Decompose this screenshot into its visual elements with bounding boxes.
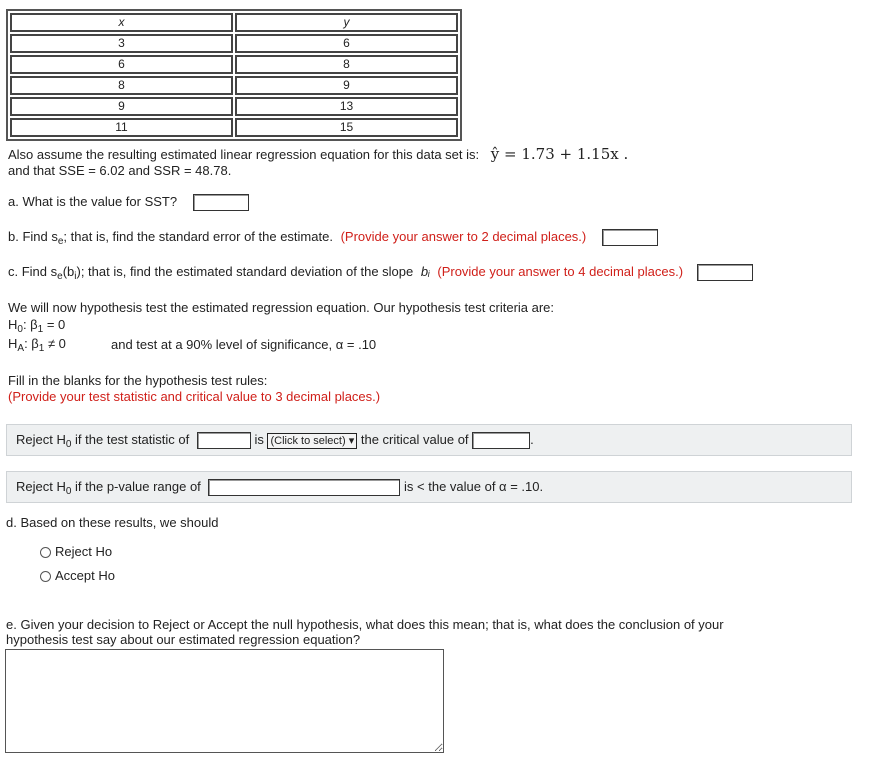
- hypothesis-intro: We will now hypothesis test the estimated regression equation. Our hypothesis test criteria are:: [8, 300, 555, 315]
- table-cell: 9: [10, 97, 233, 116]
- rule-test-statistic: [16, 432, 534, 449]
- table-cell: 6: [235, 34, 458, 53]
- test-statistic-input[interactable]: [197, 432, 251, 449]
- rule2-text: if the p-value range of: [71, 479, 201, 494]
- question-c-note: (Provide your answer to 4 decimal places.): [437, 264, 684, 279]
- h0-value: = 0: [43, 317, 66, 332]
- question-c-text-mid: (b: [62, 264, 75, 279]
- question-a-text: a. What is the value for SST?: [8, 194, 178, 209]
- table-cell: 9: [235, 76, 458, 95]
- p-value-range-input[interactable]: [208, 479, 400, 496]
- table-row: [10, 97, 458, 116]
- data-table: [6, 9, 462, 141]
- question-c-text-post: ); that is, find the estimated standard deviation of the slope: [76, 264, 414, 279]
- option-accept-ho[interactable]: [40, 568, 115, 583]
- ha-label: H: [8, 336, 18, 351]
- table-header-x: x: [10, 13, 233, 32]
- table-header-row: [10, 13, 458, 32]
- rule2-reject: Reject H: [16, 479, 66, 494]
- table-cell: 13: [235, 97, 458, 116]
- h0-sub: 0: [17, 324, 23, 335]
- table-row: [10, 34, 458, 53]
- table-row: [10, 76, 458, 95]
- table-cell: 3: [10, 34, 233, 53]
- question-b-note: (Provide your answer to 2 decimal places.): [340, 229, 587, 244]
- ha-value: ≠ 0: [44, 336, 66, 351]
- table-row: [10, 118, 458, 137]
- radio-icon[interactable]: [40, 571, 51, 582]
- alternative-hypothesis: [8, 336, 66, 354]
- rule-p-value: [16, 479, 543, 496]
- question-c-text: c. Find s: [8, 264, 58, 279]
- question-b-sub: e: [57, 236, 64, 247]
- rule-test-statistic-panel: [6, 424, 852, 456]
- rule1-sub: 0: [65, 439, 72, 450]
- slope-symbol: bᵢ: [420, 264, 430, 279]
- table-row: [10, 55, 458, 74]
- question-c: [8, 264, 753, 281]
- regression-equation: ŷ = 1.73 + 1.15x .: [490, 145, 629, 163]
- chevron-down-icon: ▾: [348, 434, 355, 447]
- option-accept-label: Accept Ho: [55, 568, 115, 583]
- h0-label: H: [8, 317, 18, 332]
- option-reject-label: Reject Ho: [55, 544, 113, 559]
- table-cell: 8: [235, 55, 458, 74]
- h0-beta-sub: 1: [37, 324, 44, 335]
- rules-intro: Fill in the blanks for the hypothesis test rules:: [8, 373, 268, 388]
- question-b: [8, 229, 658, 246]
- h0-beta: : β: [22, 317, 38, 332]
- comparison-select[interactable]: [267, 433, 357, 449]
- ha-sub: A: [17, 343, 25, 354]
- rule1-text: if the test statistic of: [71, 432, 190, 447]
- question-c-sub2: i: [74, 271, 77, 282]
- slope-sd-input[interactable]: [697, 264, 753, 281]
- sst-answer-input[interactable]: [193, 194, 249, 211]
- intro-line-2: and that SSE = 6.02 and SSR = 48.78.: [8, 163, 232, 178]
- intro-line-1: [8, 145, 628, 163]
- rules-note: (Provide your test statistic and critical value to 3 decimal places.): [8, 389, 381, 404]
- question-b-text: b. Find s: [8, 229, 58, 244]
- ha-beta-sub: 1: [38, 343, 45, 354]
- question-c-sub: e: [57, 271, 63, 282]
- significance-level: and test at a 90% level of significance, α = .10: [111, 337, 377, 352]
- radio-icon[interactable]: [40, 547, 51, 558]
- conclusion-textarea[interactable]: [5, 649, 444, 753]
- question-e-line-1: e. Given your decision to Reject or Accept the null hypothesis, what does this mean; that is, what does the conclusion of your: [6, 617, 724, 632]
- table-cell: 6: [10, 55, 233, 74]
- question-a: [8, 194, 249, 211]
- rule1-period: .: [530, 432, 534, 447]
- option-reject-ho[interactable]: [40, 544, 112, 559]
- rule1-is: is: [254, 432, 264, 447]
- rule2-sub: 0: [65, 486, 72, 497]
- table-cell: 11: [10, 118, 233, 137]
- rule1-critical-text: the critical value of: [360, 432, 469, 447]
- null-hypothesis: [8, 317, 66, 335]
- ha-beta: : β: [24, 336, 39, 351]
- rule2-post: is < the value of α = .10.: [404, 479, 544, 494]
- table-cell: 15: [235, 118, 458, 137]
- question-e-line-2: hypothesis test say about our estimated regression equation?: [6, 632, 361, 647]
- intro-text: Also assume the resulting estimated linear regression equation for this data set is:: [8, 147, 480, 162]
- rule-p-value-panel: [6, 471, 852, 503]
- question-d: d. Based on these results, we should: [6, 515, 219, 530]
- standard-error-input[interactable]: [602, 229, 658, 246]
- table-header-y: y: [235, 13, 458, 32]
- comparison-select-label: (Click to select): [270, 434, 346, 447]
- table-cell: 8: [10, 76, 233, 95]
- critical-value-input[interactable]: [472, 432, 530, 449]
- question-b-text-post: ; that is, find the standard error of the estimate.: [63, 229, 333, 244]
- rule1-reject: Reject H: [16, 432, 66, 447]
